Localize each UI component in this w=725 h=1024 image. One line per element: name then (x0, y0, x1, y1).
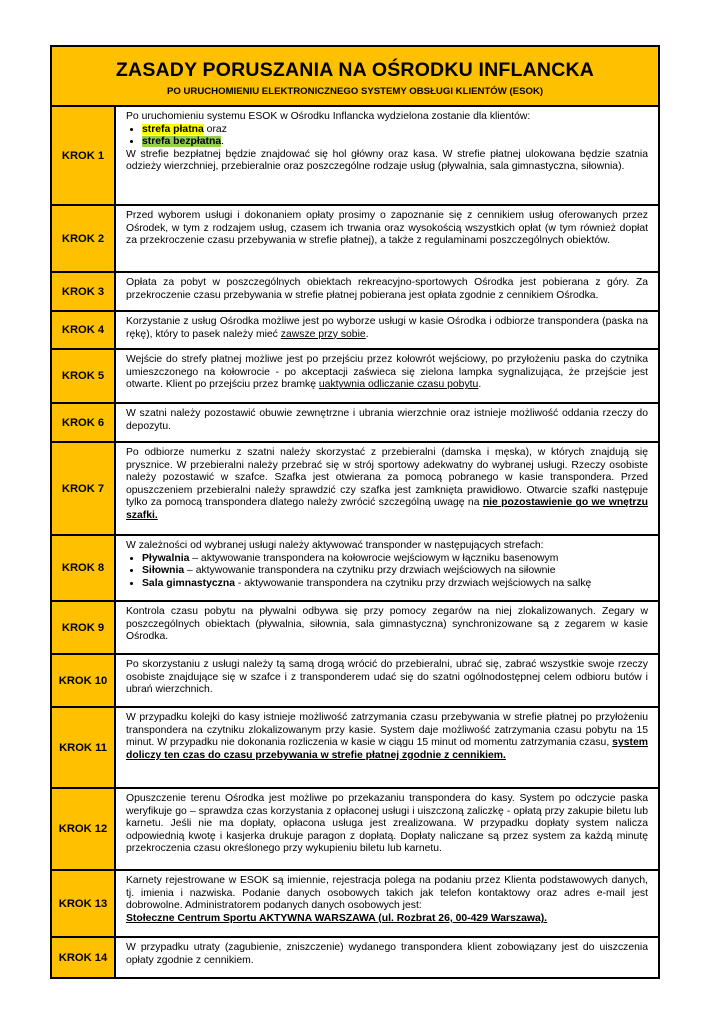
step-text: Przed wyborem usługi i dokonaniem opłaty prosimy o zapoznanie się z cennikiem usług oferowanych przez Ośrodek, w tym z rodzajem usług, czasem ich trwania oraz wysokością wszystkich opłat (w tym również dopłat za przekroczenie czasu przebywania w strefie płatnej), a także z regulaminami poszczególnych obiektów. (126, 210, 648, 247)
step-content (116, 350, 658, 402)
step-content (116, 708, 658, 787)
step-text-suffix: . (478, 379, 482, 391)
step-text-suffix: . (365, 328, 369, 340)
step-text-underlined: uaktywnia odliczanie czasu pobytu (318, 379, 479, 391)
step-row-13 (52, 871, 658, 938)
data-administrator: Stołeczne Centrum Sportu AKTYWNA WARSZAWA (ul. Rozbrat 26, 00-429 Warszawa). (126, 912, 548, 924)
step-text (126, 712, 648, 762)
zone-name: Siłownia (142, 565, 185, 577)
step-label: KROK 4 (52, 312, 116, 348)
zone-desc: – aktywowanie transpondera na kołowrocie wejściowym w łączniku basenowym (189, 552, 559, 564)
step-text-emphasis: nie pozostawienie go we wnętrzu szafki. (126, 497, 649, 521)
step-row-10 (52, 655, 658, 708)
step-label: KROK 1 (52, 107, 116, 204)
step-row-6 (52, 404, 658, 443)
step-content (116, 206, 658, 271)
step-intro: Po uruchomieniu systemu ESOK w Ośrodku Inflancka wydzielona zostanie dla klientów: (126, 111, 531, 122)
zone-list-item (142, 124, 648, 137)
zone-name: Pływalnia (142, 552, 190, 564)
step-label: KROK 5 (52, 350, 116, 402)
step-content (116, 312, 658, 348)
step-label: KROK 2 (52, 206, 116, 271)
step-label: KROK 12 (52, 789, 116, 869)
step-row-7 (52, 443, 658, 536)
document-subtitle: PO URUCHOMIENIU ELEKTRONICZNEGO SYSTEMY OBSŁUGI KLIENTÓW (ESOK) (166, 86, 544, 97)
step-content (116, 536, 658, 600)
step-content (116, 443, 658, 534)
step-content (116, 789, 658, 869)
step-text (126, 316, 648, 341)
step-row-4 (52, 312, 658, 350)
step-text-main: Wejście do strefy płatnej możliwe jest po przejściu przez kołowrót wejściowy, po przyłożeniu paska do czytnika umieszczonego na kołowrocie - po akceptacji zaświeca się zielona lampka sygnalizująca, że przejście jest otwarte. Klient po przejściu przez bramkę (126, 354, 648, 391)
step-text: W szatni należy pozostawić obuwie zewnętrzne i ubrania wierzchnie oraz istnieje możliwość oddania rzeczy do depozytu. (126, 408, 648, 432)
step-intro: W zależności od wybranej usługi należy aktywować transponder w następujących strefach: (126, 540, 544, 551)
step-row-8 (52, 536, 658, 602)
step-label: KROK 6 (52, 404, 116, 441)
step-label: KROK 13 (52, 871, 116, 936)
step-content (116, 602, 658, 653)
zone-activation-item (142, 565, 648, 578)
step-row-2 (52, 206, 658, 273)
step-row-9 (52, 602, 658, 655)
step-text (126, 447, 648, 523)
step-text-main: Po odbiorze numerku z szatni należy skorzystać z przebieralni (damska i męska), w których znajdują się prysznice. W przebieralni należy przebrać się w strój sportowy adekwatny do wybranej usługi. Rzeczy osobiste należy pozostawić w szafce. Szafka jest otwierana za pomocą pobranego w kasie transpondera. Przed opuszczeniem przebieralni należy sprawdzić czy szafka jest zamknięta prawidłowo. Otwarcie szafki następuje tylko za pomocą transpondera dlatego należy zwrócić szczególną uwagę na (126, 447, 648, 509)
step-text: Opuszczenie terenu Ośrodka jest możliwe po przekazaniu transpondera do kasy. System po odczycie paska weryfikuje go – sprawdza czas korzystania z opłaconej usługi i uiszczoną zaliczkę - opłatą przy zakupie biletu lub karnetu. Jeśli nie ma dopłaty, opłacona usługa jest zrealizowana. W przypadku dopłaty system nalicza odpowiednią kwotę i kasjerka drukuje paragon z dopłatą. Dopłaty naliczane są przez system za każdą minutę przekroczenia czasu określonego przy wykupieniu biletu lub karnetu. (126, 793, 648, 855)
step-label: KROK 9 (52, 602, 116, 653)
step-label: KROK 10 (52, 655, 116, 706)
zone-free-suffix: . (221, 136, 224, 148)
zone-paid-suffix: oraz (203, 123, 227, 135)
step-text: Karnety rejestrowane w ESOK są imiennie, rejestracja polega na podaniu przez Klienta podstawowych danych, tj. imienia i nazwiska. Podanie danych osobowych takich jak telefon kontaktowy oraz adres e-mail jest dobrowolne. Administratorem podanych danych osobowych jest: (126, 875, 648, 912)
step-text-underlined: zawsze przy sobie (280, 328, 366, 340)
step-text: W przypadku utraty (zagubienie, zniszczenie) wydanego transpondera klient zobowiązany jest do uiszczenia opłaty zgodnie z cennikiem. (126, 942, 648, 966)
zone-activation-item (142, 578, 648, 591)
zone-free: strefa bezpłatna (142, 136, 222, 148)
step-text-main: Korzystanie z usług Ośrodka możliwe jest po wyborze usługi w kasie Ośrodka i odbiorze transpondera (paska na rękę), który to pasek należy mieć (126, 316, 648, 340)
step-label: KROK 11 (52, 708, 116, 787)
document-title: ZASADY PORUSZANIA NA OŚRODKU INFLANCKA (115, 59, 595, 81)
step-row-14 (52, 938, 658, 977)
zone-name: Sala gimnastyczna (142, 577, 235, 589)
step-label: KROK 7 (52, 443, 116, 534)
step-label: KROK 14 (52, 938, 116, 977)
step-row-3 (52, 273, 658, 312)
step-content (116, 273, 658, 310)
step-row-1 (52, 107, 658, 206)
zone-activation-list (126, 553, 648, 591)
step-text: W strefie bezpłatnej będzie znajdować się hol główny oraz kasa. W strefie płatnej ulokowana będzie szatnia odzieży wierzchniej, przebieralnie oraz poszczególne rodzaje usług (pływalnia, sala gimnastyczna, siłownia). (126, 148, 648, 173)
step-text: Opłata za pobyt w poszczególnych obiektach rekreacyjno-sportowych Ośrodka jest pobierana z góry. Za przekroczenie czasu przebywania w strefie płatnej pobierana jest opłata zgodnie z cennikiem Ośrodka. (126, 277, 648, 301)
step-text-emphasis: system doliczy ten czas do czasu przebywania w strefie płatnej zgodnie z cennikiem. (126, 737, 648, 761)
step-content (116, 404, 658, 441)
step-label: KROK 8 (52, 536, 116, 600)
step-text (126, 354, 648, 392)
step-content (116, 871, 658, 936)
zone-desc: – aktywowanie transpondera na czytniku przy drzwiach wejściowych na siłownie (184, 565, 556, 577)
step-content (116, 107, 658, 204)
step-text: Po skorzystaniu z usługi należy tą samą drogą wrócić do przebieralni, ubrać się, zabrać wszystkie swoje rzeczy osobiste znajdujące się w szafce i z transponderem udać się do szatni ogólnodostępnej celem odbioru butów i ubrań wierzchnich. (126, 659, 648, 696)
zone-list (126, 124, 648, 149)
step-label: KROK 3 (52, 273, 116, 310)
step-row-11 (52, 708, 658, 789)
step-row-5 (52, 350, 658, 404)
step-text: Kontrola czasu pobytu na pływalni odbywa się przy pomocy zegarów na niej zlokalizowanych. Zegary w poszczególnych obiektach (pływalnia, siłownia, sala gimnastyczna) synchronizowane są z zegarem w kasie Ośrodka. (126, 606, 648, 643)
step-row-12 (52, 789, 658, 871)
zone-activation-item (142, 553, 648, 566)
zone-paid: strefa płatna (142, 123, 204, 135)
zone-list-item (142, 136, 648, 149)
step-text-main: W przypadku kolejki do kasy istnieje możliwość zatrzymania czasu przebywania w strefie płatnej po przyłożeniu transpondera na czytniku zlokalizowanym przy kasie. System daje możliwość zatrzymania czasu pobytu na 15 minut. W przypadku nie dokonania rozliczenia w kasie w ciągu 15 minut od momentu zatrzymania czasu, (126, 712, 648, 749)
step-content (116, 655, 658, 706)
rules-document (50, 45, 660, 979)
document-header (52, 47, 658, 107)
zone-desc: - aktywowanie transpondera na czytniku przy drzwiach wejściowych na salkę (234, 577, 592, 589)
step-content (116, 938, 658, 977)
